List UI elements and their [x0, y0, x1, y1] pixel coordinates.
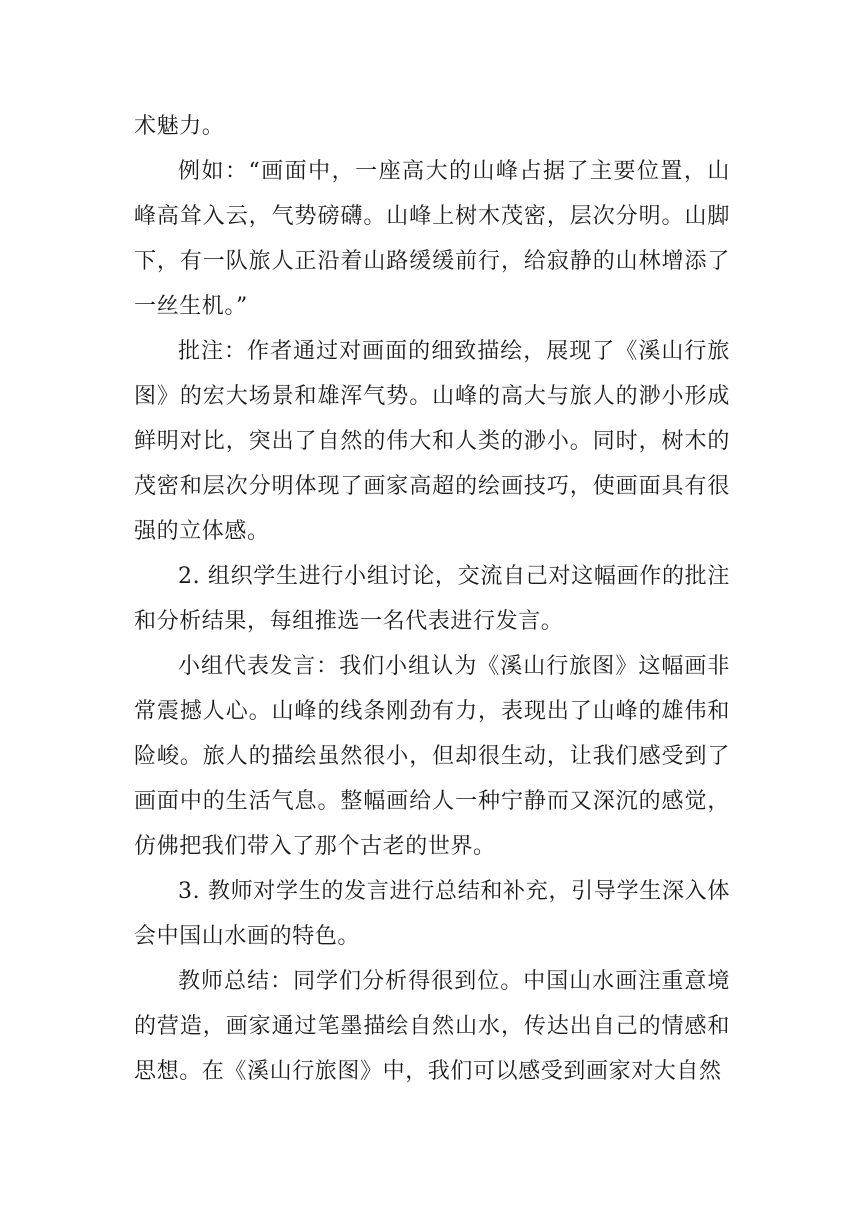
document-body — [134, 104, 730, 1094]
paragraph-step-2: 2. 组织学生进行小组讨论，交流自己对这幅画作的批注和分析结果，每组推选一名代表进行发言。 — [134, 564, 730, 634]
paragraph-example: 例如：“画面中，一座高大的山峰占据了主要位置，山峰高耸入云，气势磅礴。山峰上树木茂密，层次分明。山脚下，有一队旅人正沿着山路缓缓前行，给寂静的山林增添了一丝生机。” — [134, 159, 730, 319]
paragraph-teacher-summary: 教师总结：同学们分析得很到位。中国山水画注重意境的营造，画家通过笔墨描绘自然山水，传达出自己的情感和思想。在《溪山行旅图》中，我们可以感受到画家对大自然 — [134, 969, 730, 1084]
paragraph-step-3: 3. 教师对学生的发言进行总结和补充，引导学生深入体会中国山水画的特色。 — [134, 879, 730, 949]
paragraph-annotation: 批注：作者通过对画面的细致描绘，展现了《溪山行旅图》的宏大场景和雄浑气势。山峰的高大与旅人的渺小形成鲜明对比，突出了自然的伟大和人类的渺小。同时，树木的茂密和层次分明体现了画家高超的绘画技巧，使画面具有很强的立体感。 — [134, 339, 730, 544]
paragraph-group-speech: 小组代表发言：我们小组认为《溪山行旅图》这幅画非常震撼人心。山峰的线条刚劲有力，表现出了山峰的雄伟和险峻。旅人的描绘虽然很小，但却很生动，让我们感受到了画面中的生活气息。整幅画给人一种宁静而又深沉的感觉，仿佛把我们带入了那个古老的世界。 — [134, 654, 730, 859]
paragraph-continuation: 术魅力。 — [134, 114, 225, 139]
